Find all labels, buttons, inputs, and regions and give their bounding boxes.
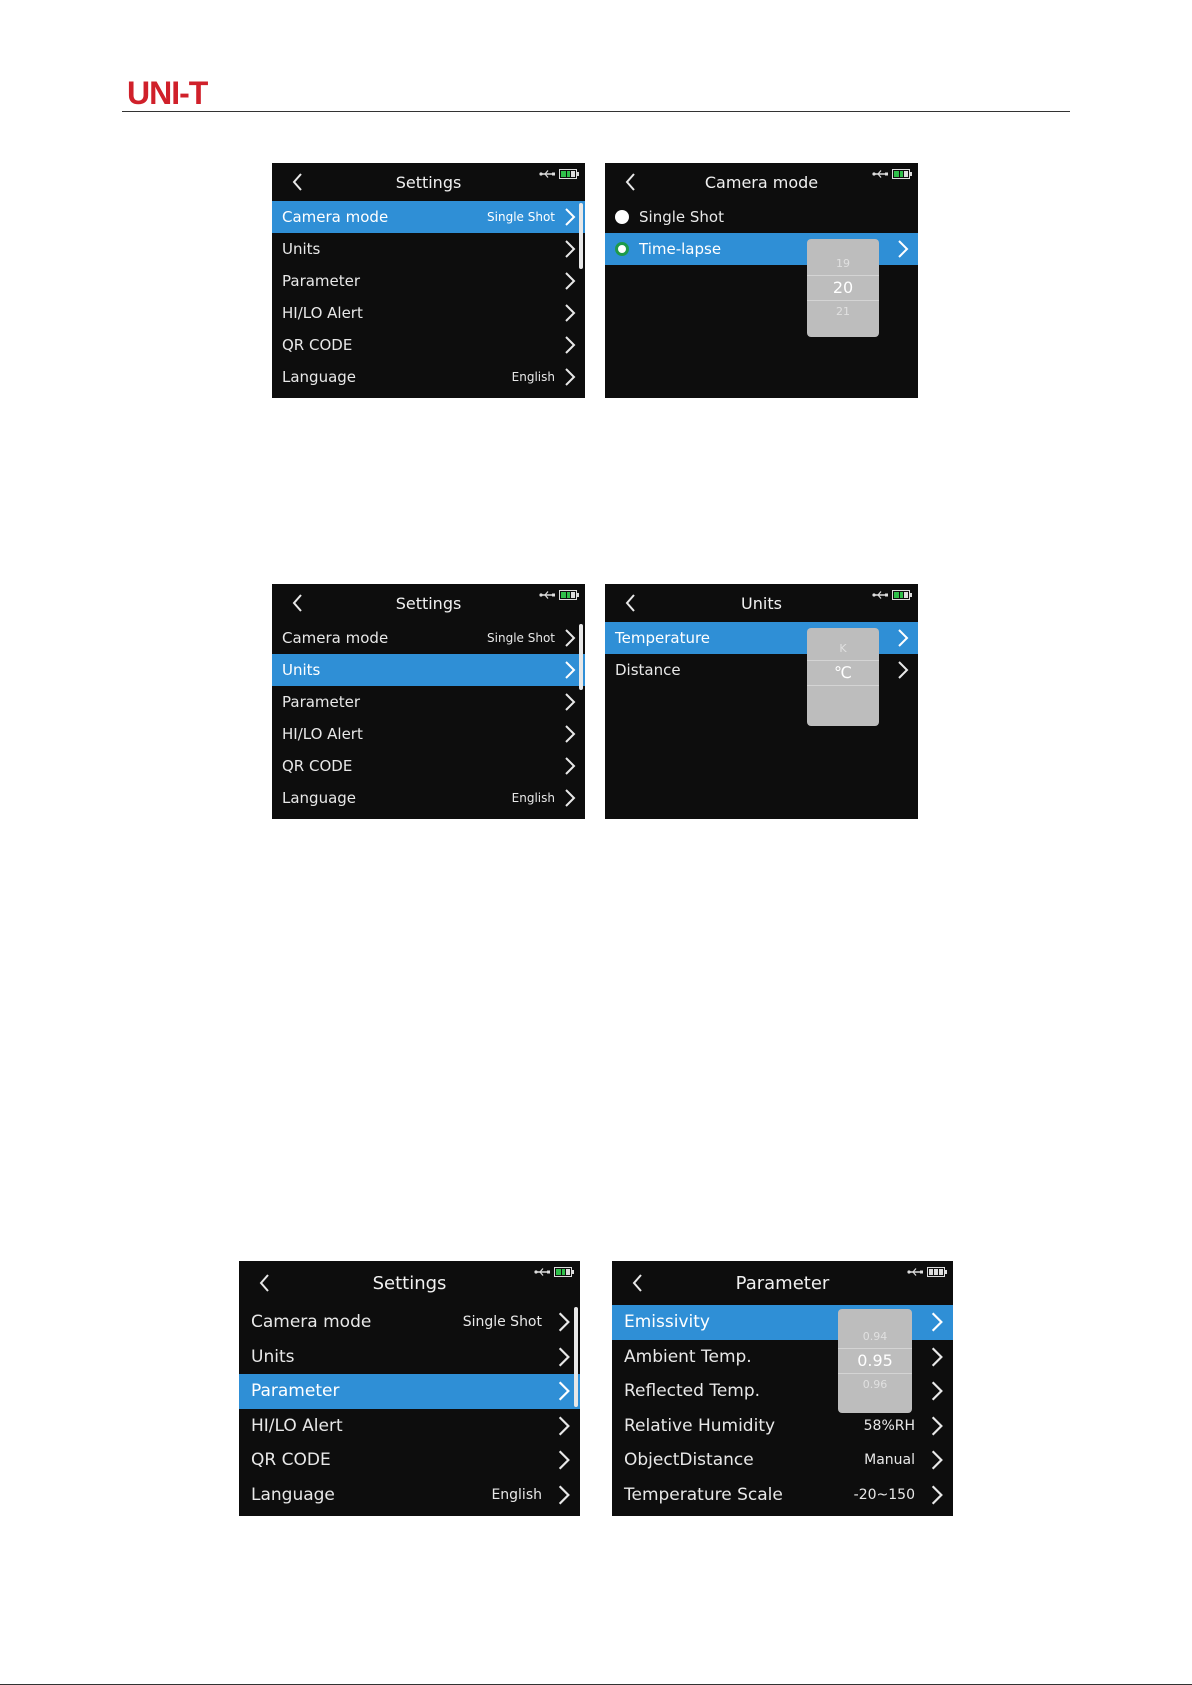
status-icons [872,590,912,600]
item-value: -20~150 [853,1486,915,1503]
item-label: Language [282,789,357,807]
item-label: Units [282,240,321,258]
item-label: Camera mode [282,629,389,647]
screen-title: Settings [395,593,462,613]
settings-screen-3 [239,1261,580,1516]
chevron-right-icon [563,627,577,649]
radio-selected-icon [615,242,629,256]
item-label: Units [282,661,321,679]
settings-menu-item[interactable] [272,782,585,814]
usb-icon [539,169,555,179]
settings-menu-item[interactable] [272,265,585,297]
item-label: QR CODE [282,336,353,354]
chevron-right-icon [929,1448,945,1472]
usb-icon [539,590,555,600]
status-icons [872,169,912,179]
back-chevron-icon[interactable] [290,592,304,614]
item-value: English [511,791,555,805]
item-value: English [491,1486,542,1503]
chevron-right-icon [563,723,577,745]
logo-text: UNI-T [127,78,208,108]
screen-header [612,1261,953,1305]
back-chevron-icon[interactable] [290,171,304,193]
chevron-right-icon [896,659,910,681]
item-value: Single Shot [487,631,555,645]
chevron-right-icon [896,627,910,649]
parameter-menu-item[interactable] [612,1409,953,1444]
item-label: Units [251,1346,295,1367]
chevron-right-icon [556,1310,572,1334]
item-label: Emissivity [624,1312,710,1333]
item-label: Camera mode [251,1312,372,1333]
radio-unselected-icon [615,210,629,224]
screen-title: Settings [372,1272,447,1294]
chevron-right-icon [563,659,577,681]
back-chevron-icon[interactable] [623,592,637,614]
screen-header [239,1261,580,1305]
parameter-screen [612,1261,953,1516]
item-label: Relative Humidity [624,1415,776,1436]
option-single-shot[interactable] [605,201,918,233]
status-icons [539,590,579,600]
settings-menu-item[interactable] [272,201,585,233]
parameter-menu-item[interactable] [612,1443,953,1478]
picker-prev-value: K [839,642,847,655]
chevron-right-icon [563,787,577,809]
chevron-right-icon [556,1414,572,1438]
screen-title: Units [741,593,782,613]
item-label: Parameter [282,272,361,290]
screen-header [272,584,585,622]
settings-menu-item[interactable] [239,1305,580,1340]
item-label: ObjectDistance [624,1450,754,1471]
back-chevron-icon[interactable] [623,171,637,193]
item-label: Camera mode [282,208,389,226]
parameter-menu-item[interactable] [612,1478,953,1513]
chevron-right-icon [563,270,577,292]
settings-menu-item[interactable] [272,718,585,750]
settings-menu-item[interactable] [272,750,585,782]
scrollbar[interactable] [579,624,583,690]
interval-picker[interactable] [807,239,879,337]
settings-menu-item[interactable] [239,1443,580,1478]
picker-prev-value: 0.94 [862,1330,888,1343]
status-icons [539,169,579,179]
units-screen [605,584,918,819]
header-rule [122,111,1070,112]
item-value: Single Shot [487,210,555,224]
item-label: Parameter [282,693,361,711]
item-value: Manual [864,1452,915,1469]
item-label: Ambient Temp. [624,1346,752,1367]
chevron-right-icon [563,206,577,228]
picker-selected-value: 0.95 [838,1348,912,1374]
scrollbar[interactable] [574,1307,578,1407]
battery-icon [554,1267,574,1277]
chevron-right-icon [896,238,910,260]
item-label: QR CODE [251,1450,331,1471]
item-label: Distance [615,661,681,679]
settings-menu-item[interactable] [272,686,585,718]
chevron-right-icon [929,1345,945,1369]
picker-selected-value: 20 [807,275,879,301]
item-label: QR CODE [282,757,353,775]
chevron-right-icon [563,755,577,777]
item-label: Temperature Scale [624,1484,783,1505]
item-label: HI/LO Alert [282,304,363,322]
settings-menu-item[interactable] [239,1409,580,1444]
chevron-right-icon [929,1310,945,1334]
chevron-right-icon [556,1345,572,1369]
item-label: Temperature [615,629,711,647]
item-label: Reflected Temp. [624,1381,761,1402]
screen-header [605,163,918,201]
chevron-right-icon [563,238,577,260]
emissivity-picker[interactable] [838,1309,912,1413]
camera-mode-screen [605,163,918,398]
settings-menu-item[interactable] [272,297,585,329]
chevron-right-icon [563,691,577,713]
usb-icon [534,1267,550,1277]
item-value: English [511,370,555,384]
usb-icon [907,1267,923,1277]
chevron-right-icon [563,366,577,388]
battery-icon [892,169,912,179]
back-chevron-icon[interactable] [630,1272,644,1294]
screen-header [272,163,585,201]
picker-next-value: 21 [836,305,850,318]
settings-menu-item[interactable] [272,361,585,393]
chevron-right-icon [563,334,577,356]
option-label: Single Shot [639,208,724,226]
battery-icon [559,590,579,600]
chevron-right-icon [563,302,577,324]
option-label: Time-lapse [639,240,722,258]
screen-title: Settings [395,172,462,192]
status-icons [534,1267,574,1277]
chevron-right-icon [556,1483,572,1507]
battery-icon [927,1267,947,1277]
battery-icon [559,169,579,179]
back-chevron-icon[interactable] [257,1272,271,1294]
settings-menu-item[interactable] [272,233,585,265]
picker-prev-value: 19 [836,257,850,270]
settings-menu-item[interactable] [239,1478,580,1513]
item-label: Parameter [251,1381,340,1402]
picker-selected-value: ℃ [807,660,879,686]
usb-icon [872,590,888,600]
status-icons [907,1267,947,1277]
battery-icon [892,590,912,600]
screen-title: Parameter [735,1272,830,1294]
chevron-right-icon [929,1483,945,1507]
picker-next-value: 0.96 [862,1378,888,1391]
settings-menu-item[interactable] [272,622,585,654]
item-value: Single Shot [462,1314,542,1331]
chevron-right-icon [929,1379,945,1403]
settings-screen-1 [272,163,585,398]
chevron-right-icon [556,1448,572,1472]
item-label: Language [282,368,357,386]
item-label: HI/LO Alert [251,1415,343,1436]
unit-picker[interactable] [807,628,879,726]
item-value: 58%RH [863,1417,915,1434]
settings-screen-2 [272,584,585,819]
settings-menu-item[interactable] [272,329,585,361]
chevron-right-icon [556,1379,572,1403]
chevron-right-icon [929,1414,945,1438]
scrollbar[interactable] [579,203,583,269]
screen-title: Camera mode [704,172,819,192]
item-label: HI/LO Alert [282,725,363,743]
settings-menu-item[interactable] [272,654,585,686]
uni-t-logo [127,78,277,108]
settings-menu-item[interactable] [239,1340,580,1375]
screen-header [605,584,918,622]
item-label: Language [251,1484,335,1505]
settings-menu-item[interactable] [239,1374,580,1409]
usb-icon [872,169,888,179]
